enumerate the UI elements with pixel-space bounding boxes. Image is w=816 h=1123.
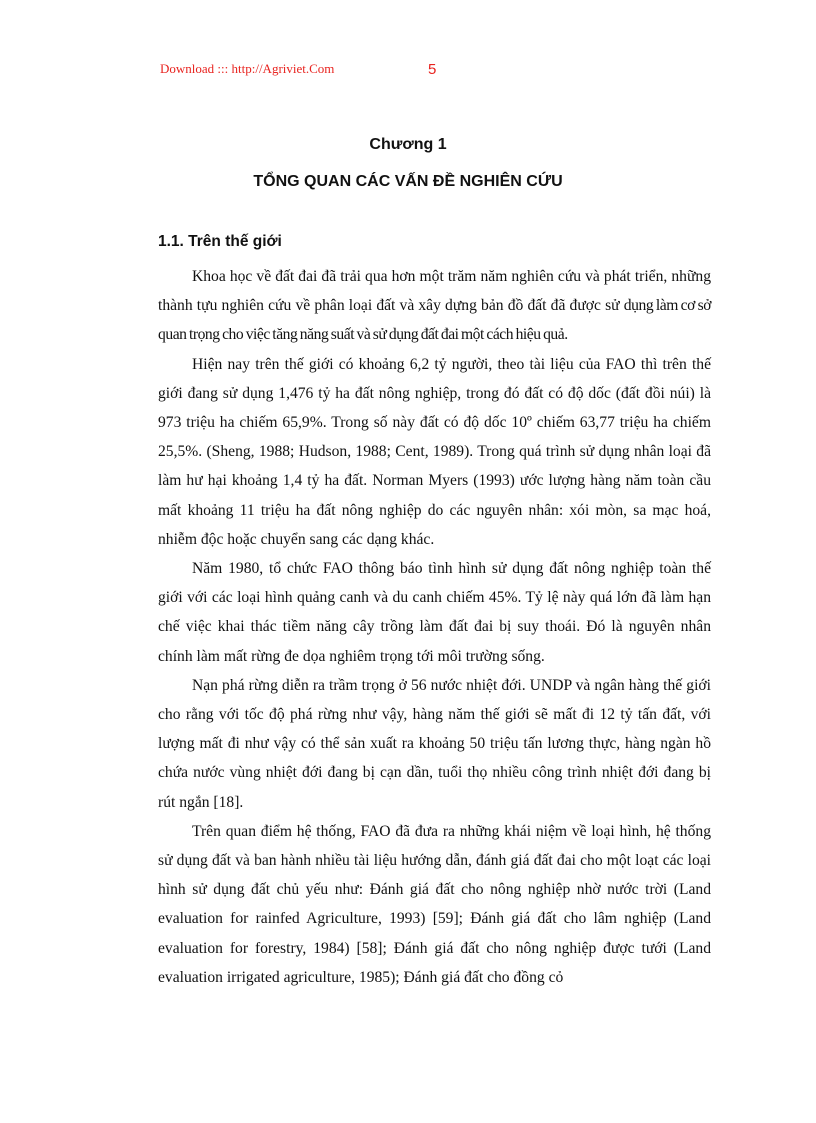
download-header: Download ::: http://Agriviet.Com [160, 61, 335, 76]
section-heading: 1.1. Trên thế giới [158, 233, 282, 250]
paragraph: Hiện nay trên thế giới có khoảng 6,2 tỷ người, theo tài liệu của FAO thì trên thế giới đang sử dụng 1,476 tỷ ha đất nông nghiệp, trong đó đất có độ dốc (đất đồi núi) là 973 triệu ha chiếm 65,9%. Trong số này đất có độ dốc 10º chiếm 63,77 triệu ha chiếm 25,5%. (Sheng, 1988; Hudson, 1988; Cent, 1989). Trong quá trình sử dụng nhân loại đã làm hư hại khoảng 1,4 tỷ ha đất. Norman Myers (1993) ước lượng hàng năm toàn cầu mất khoảng 11 triệu ha đất nông nghiệp do các nguyên nhân: xói mòn, sa mạc hoá, nhiễm độc hoặc chuyển sang các dạng khác. [158, 355, 711, 548]
chapter-label: Chương 1 [369, 136, 447, 153]
paragraph: Trên quan điểm hệ thống, FAO đã đưa ra những khái niệm về loại hình, hệ thống sử dụng đất và ban hành nhiều tài liệu hướng dẫn, đánh giá đất đai cho một loạt các loại hình sử dụng đất chủ yếu như: Đánh giá đất cho nông nghiệp nhờ nước trời (Land evaluation for rainfed Agriculture, 1993) [59]; Đánh giá đất cho lâm nghiệp (Land evaluation for forestry, 1984) [58]; Đánh giá đất cho nông nghiệp được tưới (Land evaluation irrigated agriculture, 1985); Đánh giá đất cho đồng cỏ [158, 822, 711, 986]
paragraph: Năm 1980, tổ chức FAO thông báo tình hình sử dụng đất nông nghiệp toàn thế giới với các loại hình quảng canh và du canh chiếm 45%. Tỷ lệ này quá lớn đã làm hạn chế việc khai thác tiềm năng cây trồng làm đất đai bị suy thoái. Đó là nguyên nhân chính làm mất rừng đe dọa nghiêm trọng tới môi trường sống. [158, 560, 711, 665]
page-number: 5 [428, 61, 437, 78]
body-text [158, 262, 711, 992]
paragraph: Nạn phá rừng diễn ra trầm trọng ở 56 nước nhiệt đới. UNDP và ngân hàng thế giới cho rằng với tốc độ phá rừng như vậy, hàng năm thế giới sẽ mất đi 12 tỷ tấn đất, với lượng mất đi như vậy có thể sản xuất ra khoảng 50 triệu tấn lương thực, hàng ngàn hồ chứa nước vùng nhiệt đới đang bị cạn dần, tuổi thọ nhiều công trình nhiệt đới đang bị rút ngắn [18]. [158, 676, 711, 811]
paragraph [158, 262, 711, 350]
paragraph-text-compressed: dụng làm cơ sở quan trọng cho việc tăng năng suất và sử dụng đất đai một cách hiệu quả. [158, 297, 711, 344]
paragraph-text: Khoa học về đất đai đã trải qua hơn một trăm năm nghiên cứu và phát triển, những thành tựu nghiên cứu về phân loại đất và xây dựng bản đồ đất đã được sử [158, 268, 711, 315]
chapter-title: TỔNG QUAN CÁC VẤN ĐỀ NGHIÊN CỨU [253, 173, 563, 190]
